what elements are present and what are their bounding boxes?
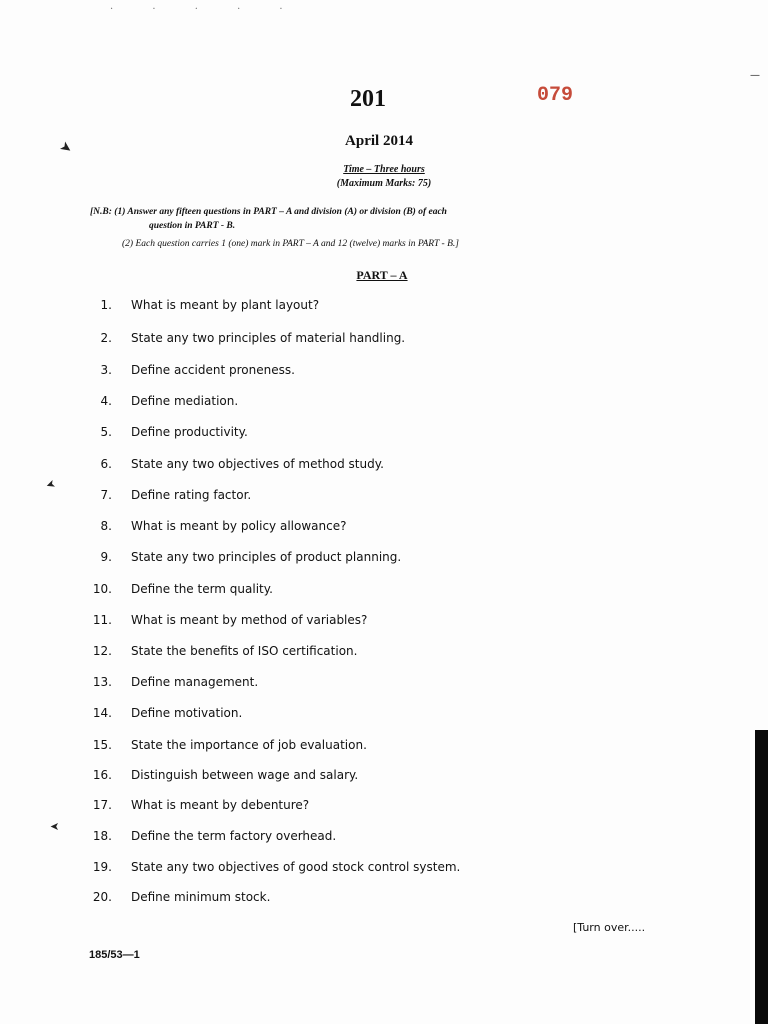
question-text: Define the term factory overhead. xyxy=(131,829,337,843)
question-item xyxy=(0,829,700,849)
question-number: 10. xyxy=(92,582,112,596)
question-text: Define motivation. xyxy=(131,706,243,720)
question-text: Define the term quality. xyxy=(131,582,273,596)
turn-over-note: [Turn over..... xyxy=(573,921,646,934)
question-item xyxy=(0,675,700,695)
question-item xyxy=(0,457,700,477)
question-number: 18. xyxy=(92,829,112,843)
question-number: 4. xyxy=(100,394,112,408)
question-number: 3. xyxy=(100,363,112,377)
page-code: 185/53—1 xyxy=(89,949,140,961)
question-item xyxy=(0,860,700,880)
question-text: Define productivity. xyxy=(131,425,248,439)
question-number: 15. xyxy=(92,738,112,752)
question-number: 13. xyxy=(92,675,112,689)
question-number: 6. xyxy=(100,457,112,471)
question-item xyxy=(0,613,700,633)
question-item xyxy=(0,644,700,664)
question-number: 20. xyxy=(92,890,112,904)
question-text: What is meant by plant layout? xyxy=(131,298,320,312)
question-text: Define rating factor. xyxy=(131,488,252,502)
question-item xyxy=(0,582,700,602)
question-text: Define management. xyxy=(131,675,259,689)
question-text: What is meant by method of variables? xyxy=(131,613,368,627)
question-number: 1. xyxy=(100,298,112,312)
question-text: Define mediation. xyxy=(131,394,239,408)
scan-speck: ➤ xyxy=(50,820,60,833)
question-number: 11. xyxy=(92,613,112,627)
scan-speck: — xyxy=(750,70,760,81)
question-text: Define accident proneness. xyxy=(131,363,295,377)
top-marks: · · · · · xyxy=(110,4,301,15)
question-number: 14. xyxy=(92,706,112,720)
paper-code: 201 xyxy=(350,86,386,112)
question-item xyxy=(0,706,700,726)
question-number: 12. xyxy=(92,644,112,658)
question-number: 7. xyxy=(100,488,112,502)
part-a-heading xyxy=(0,268,768,283)
question-text: What is meant by debenture? xyxy=(131,798,310,812)
question-text: State the importance of job evaluation. xyxy=(131,738,367,752)
question-item xyxy=(0,519,700,539)
question-item xyxy=(0,331,700,351)
question-text: State any two principles of material handling. xyxy=(131,331,406,345)
exam-date-text: April 2014 xyxy=(345,133,413,149)
question-number: 5. xyxy=(100,425,112,439)
question-number: 8. xyxy=(100,519,112,533)
question-text: Distinguish between wage and salary. xyxy=(131,768,359,782)
instruction-2: (2) Each question carries 1 (one) mark in PART – A and 12 (twelve) marks in PART - B.] xyxy=(122,239,459,249)
question-number: 2. xyxy=(100,331,112,345)
question-number: 17. xyxy=(92,798,112,812)
question-item xyxy=(0,890,700,910)
question-number: 19. xyxy=(92,860,112,874)
question-item xyxy=(0,768,700,788)
scan-speck: ➤ xyxy=(56,138,76,158)
part-a-title: PART – A xyxy=(356,268,408,282)
serial-number: 079 xyxy=(537,84,574,107)
question-text: State the benefits of ISO certification. xyxy=(131,644,358,658)
question-text: State any two principles of product planning. xyxy=(131,550,402,564)
instruction-1 xyxy=(90,205,620,233)
exam-duration: Time – Three hours xyxy=(343,164,425,175)
question-item xyxy=(0,798,700,818)
question-text: State any two objectives of method study. xyxy=(131,457,384,471)
question-number: 9. xyxy=(100,550,112,564)
question-number: 16. xyxy=(92,768,112,782)
question-item xyxy=(0,550,700,570)
scan-speck: ➤ xyxy=(44,476,58,493)
question-text: Define minimum stock. xyxy=(131,890,271,904)
question-item xyxy=(0,425,700,445)
instruction-1-line-1: [N.B: (1) Answer any fifteen questions in PART – A and division (A) or division (B) of each xyxy=(90,207,447,217)
question-item xyxy=(0,738,700,758)
question-item xyxy=(0,363,700,383)
question-item xyxy=(0,488,700,508)
scan-edge-shadow xyxy=(755,730,768,1024)
question-item xyxy=(0,394,700,414)
instruction-1-line-2: question in PART - B. xyxy=(149,221,236,231)
question-text: What is meant by policy allowance? xyxy=(131,519,347,533)
max-marks: (Maximum Marks: 75) xyxy=(336,178,432,189)
question-item xyxy=(0,298,700,318)
question-text: State any two objectives of good stock control system. xyxy=(131,860,461,874)
exam-date xyxy=(0,133,768,150)
